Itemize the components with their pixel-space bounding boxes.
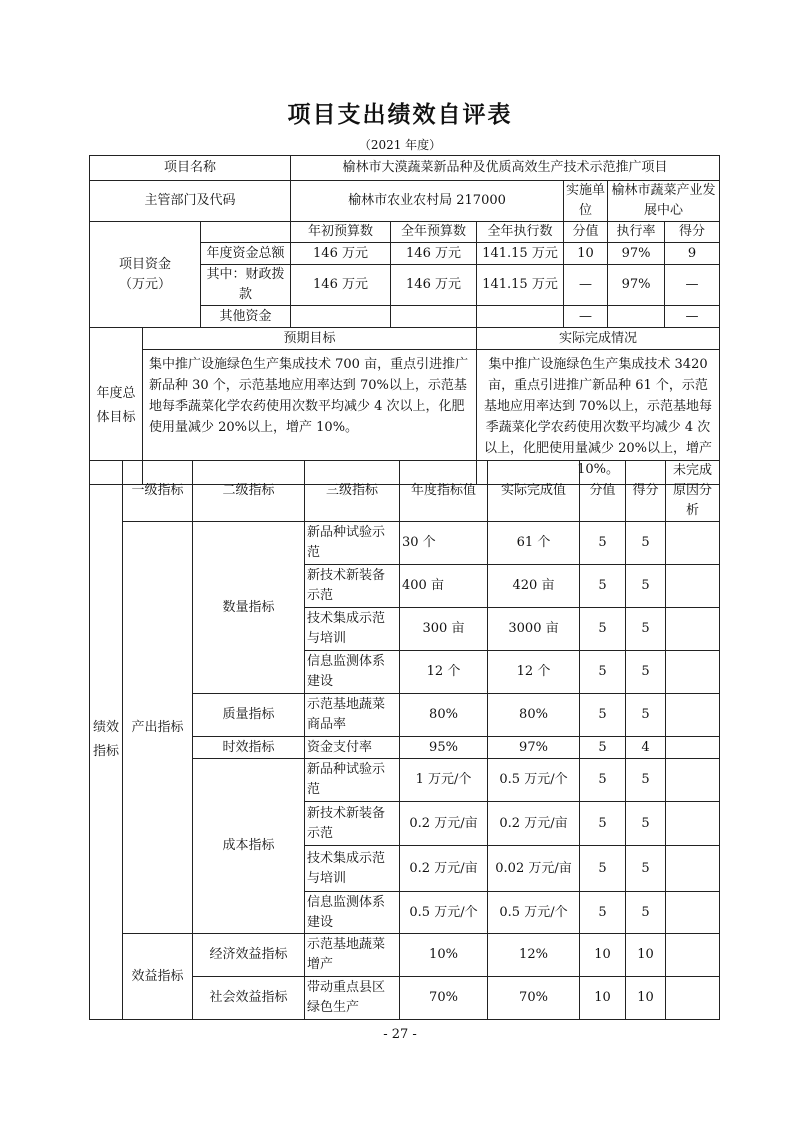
funds-label-line1: 项目资金 [118, 256, 171, 272]
indicator-value: 5 [580, 846, 626, 892]
actual-result-label: 实际完成情况 [477, 328, 720, 350]
funds-label [90, 222, 201, 328]
indicator-name: 新品种试验示范 [305, 522, 400, 565]
funds-cell: 9 [665, 243, 720, 265]
funds-header: 全年执行数 [477, 222, 564, 243]
indicator-score: 5 [626, 522, 666, 565]
indicator-value: 5 [580, 608, 626, 651]
indicator-score: 5 [626, 565, 666, 608]
page-title: 项目支出绩效自评表 [287, 102, 513, 128]
info-table [89, 155, 720, 485]
indicator-name: 资金支付率 [305, 737, 400, 759]
funds-cell: 97% [608, 243, 665, 265]
indicator-target: 400 亩 [400, 565, 488, 608]
group-benefit: 效益指标 [123, 934, 193, 1020]
indicator-actual: 70% [488, 977, 580, 1020]
group-quality: 质量指标 [193, 694, 305, 737]
indicator-reason [666, 977, 720, 1020]
indicator-value: 5 [580, 522, 626, 565]
funds-cell: — [665, 306, 720, 328]
indicator-actual: 12% [488, 934, 580, 977]
funds-cell: — [564, 265, 608, 306]
funds-cell [477, 306, 564, 328]
indicator-actual: 61 个 [488, 522, 580, 565]
indicator-target: 0.2 万元/亩 [400, 846, 488, 892]
indicator-score: 10 [626, 977, 666, 1020]
indicator-value: 5 [580, 892, 626, 934]
indicator-name: 技术集成示范与培训 [305, 846, 400, 892]
indicator-score: 5 [626, 759, 666, 802]
indicator-score: 5 [626, 694, 666, 737]
funds-cell: 10 [564, 243, 608, 265]
funds-cell: 146 万元 [391, 265, 477, 306]
indicator-actual: 0.2 万元/亩 [488, 802, 580, 846]
indicator-reason [666, 651, 720, 694]
indicator-name: 示范基地蔬菜增产 [305, 934, 400, 977]
indicator-value: 5 [580, 737, 626, 759]
dept-label: 主管部门及代码 [90, 181, 291, 222]
performance-table [89, 460, 720, 1020]
indicator-actual: 12 个 [488, 651, 580, 694]
indicator-name: 信息监测体系建设 [305, 651, 400, 694]
funds-cell: 97% [608, 265, 665, 306]
indicator-target: 0.2 万元/亩 [400, 802, 488, 846]
indicator-value: 5 [580, 651, 626, 694]
funds-label-line2: （万元） [118, 276, 171, 292]
funds-header: 得分 [665, 222, 720, 243]
indicator-target: 10% [400, 934, 488, 977]
indicator-target: 1 万元/个 [400, 759, 488, 802]
indicator-score: 5 [626, 802, 666, 846]
project-name-label: 项目名称 [90, 156, 291, 181]
funds-cell: 141.15 万元 [477, 243, 564, 265]
indicator-name: 新技术新装备示范 [305, 565, 400, 608]
group-cost: 成本指标 [193, 759, 305, 934]
group-timeliness: 时效指标 [193, 737, 305, 759]
indicator-name: 信息监测体系建设 [305, 892, 400, 934]
header-level2: 二级指标 [193, 461, 305, 522]
indicator-target: 80% [400, 694, 488, 737]
funds-cell [608, 306, 665, 328]
indicator-score: 5 [626, 608, 666, 651]
indicator-reason [666, 694, 720, 737]
page-number: - 27 - [383, 1027, 417, 1042]
funds-header: 分值 [564, 222, 608, 243]
funds-cell: — [665, 265, 720, 306]
funds-header: 执行率 [608, 222, 665, 243]
indicator-actual: 0.5 万元/个 [488, 892, 580, 934]
indicator-reason [666, 846, 720, 892]
group-output: 产出指标 [123, 522, 193, 934]
indicator-reason [666, 608, 720, 651]
indicator-target: 300 亩 [400, 608, 488, 651]
indicator-reason [666, 522, 720, 565]
funds-row-name: 其中：财政拨款 [201, 265, 291, 306]
funds-cell: — [564, 306, 608, 328]
indicator-actual: 3000 亩 [488, 608, 580, 651]
indicator-value: 5 [580, 759, 626, 802]
indicator-name: 新品种试验示范 [305, 759, 400, 802]
indicator-name: 示范基地蔬菜商品率 [305, 694, 400, 737]
indicator-value: 5 [580, 802, 626, 846]
indicator-value: 5 [580, 565, 626, 608]
impl-value: 榆林市蔬菜产业发展中心 [608, 181, 720, 222]
indicator-target: 70% [400, 977, 488, 1020]
funds-cell [391, 306, 477, 328]
indicator-actual: 420 亩 [488, 565, 580, 608]
indicator-actual: 97% [488, 737, 580, 759]
indicator-name: 技术集成示范与培训 [305, 608, 400, 651]
indicator-target: 30 个 [400, 522, 488, 565]
funds-row-name: 其他资金 [201, 306, 291, 328]
header-reason: 未完成原因分析 [666, 461, 720, 522]
group-economic: 经济效益指标 [193, 934, 305, 977]
header-level3: 三级指标 [305, 461, 400, 522]
indicator-reason [666, 759, 720, 802]
indicator-reason [666, 737, 720, 759]
indicator-score: 5 [626, 846, 666, 892]
funds-cell: 146 万元 [291, 243, 391, 265]
header-level1: 一级指标 [123, 461, 193, 522]
project-name-value: 榆林市大漠蔬菜新品种及优质高效生产技术示范推广项目 [291, 156, 720, 181]
funds-cell: 146 万元 [391, 243, 477, 265]
funds-cell: 141.15 万元 [477, 265, 564, 306]
group-social: 社会效益指标 [193, 977, 305, 1020]
indicator-target: 0.5 万元/个 [400, 892, 488, 934]
funds-cell [291, 306, 391, 328]
goals-label: 年度总体目标 [90, 328, 143, 485]
page-subtitle: （2021 年度） [358, 138, 442, 152]
indicator-reason [666, 934, 720, 977]
indicator-name: 带动重点县区绿色生产 [305, 977, 400, 1020]
indicator-actual: 0.5 万元/个 [488, 759, 580, 802]
indicator-actual: 80% [488, 694, 580, 737]
header-score-value: 分值 [580, 461, 626, 522]
funds-header: 全年预算数 [391, 222, 477, 243]
funds-cell: 146 万元 [291, 265, 391, 306]
actual-result-text: 集中推广设施绿色生产集成技术 3420 亩，重点引进推广新品种 61 个，示范基地应用率达到 70%以上，示范基地每季蔬菜化学农药使用次数平均减少 4 次以上，化肥使用量减少 20%以上，增产 10%。 [477, 350, 720, 485]
indicator-value: 10 [580, 934, 626, 977]
impl-label: 实施单位 [564, 181, 608, 222]
indicator-value: 10 [580, 977, 626, 1020]
indicator-target: 12 个 [400, 651, 488, 694]
performance-side-label: 绩效指标 [90, 461, 123, 1020]
indicator-reason [666, 892, 720, 934]
funds-header: 年初预算数 [291, 222, 391, 243]
indicator-value: 5 [580, 694, 626, 737]
indicator-actual: 0.02 万元/亩 [488, 846, 580, 892]
indicator-score: 4 [626, 737, 666, 759]
expected-goal-label: 预期目标 [143, 328, 477, 350]
header-actual: 实际完成值 [488, 461, 580, 522]
group-quantity: 数量指标 [193, 522, 305, 694]
dept-value: 榆林市农业农村局 217000 [291, 181, 564, 222]
funds-header-blank [201, 222, 291, 243]
header-score: 得分 [626, 461, 666, 522]
indicator-reason [666, 802, 720, 846]
indicator-target: 95% [400, 737, 488, 759]
indicator-score: 5 [626, 651, 666, 694]
indicator-name: 新技术新装备示范 [305, 802, 400, 846]
expected-goal-text: 集中推广设施绿色生产集成技术 700 亩，重点引进推广新品种 30 个，示范基地应用率达到 70%以上，示范基地每季蔬菜化学农药使用次数平均减少 4 次以上，化肥使用量减少 20%以上，增产 10%。 [143, 350, 477, 485]
indicator-score: 10 [626, 934, 666, 977]
indicator-score: 5 [626, 892, 666, 934]
indicator-reason [666, 565, 720, 608]
funds-row-name: 年度资金总额 [201, 243, 291, 265]
header-target: 年度指标值 [400, 461, 488, 522]
